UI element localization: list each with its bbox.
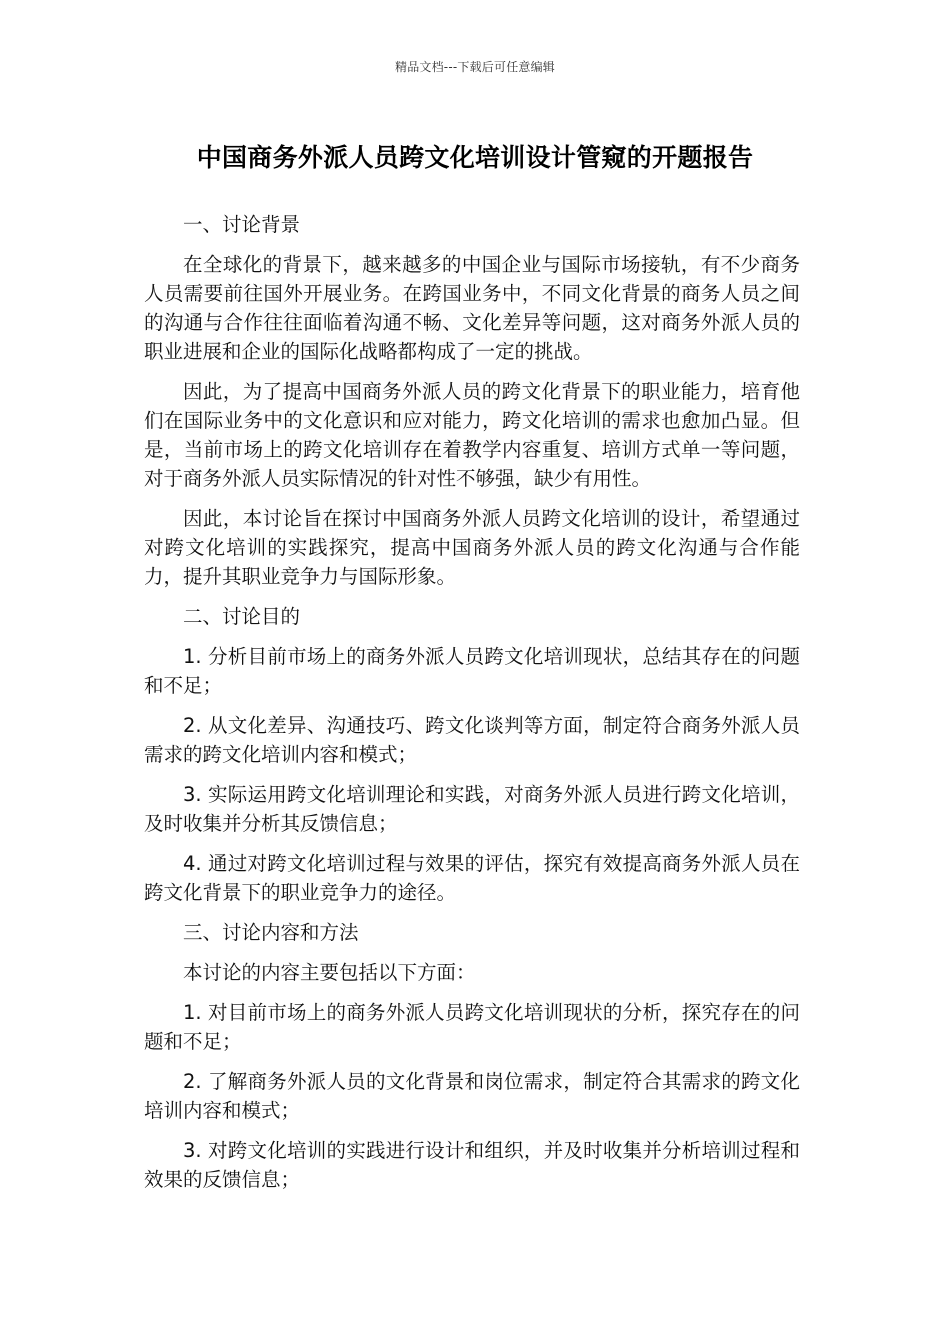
- section-heading-purpose: 二、讨论目的: [183, 605, 301, 628]
- header-note: 精品文档---下载后可任意编辑: [395, 60, 555, 74]
- document-title: 中国商务外派人员跨文化培训设计管窥的开题报告: [196, 143, 754, 172]
- section-heading-content-methods: 三、讨论内容和方法: [183, 921, 359, 944]
- list-item: 1. 对目前市场上的商务外派人员跨文化培训现状的分析，探究存在的问题和不足；: [144, 1001, 800, 1053]
- list-item: 2. 从文化差异、沟通技巧、跨文化谈判等方面，制定符合商务外派人员需求的跨文化培训内容和模式；: [144, 714, 800, 766]
- section-heading-background: 一、讨论背景: [183, 213, 301, 236]
- paragraph: 本讨论的内容主要包括以下方面：: [183, 961, 476, 984]
- paragraph: 因此，本讨论旨在探讨中国商务外派人员跨文化培训的设计，希望通过对跨文化培训的实践探究，提高中国商务外派人员的跨文化沟通与合作能力，提升其职业竞争力与国际形象。: [144, 507, 800, 588]
- list-item: 1. 分析目前市场上的商务外派人员跨文化培训现状，总结其存在的问题和不足；: [144, 645, 800, 697]
- list-item: 3. 实际运用跨文化培训理论和实践，对商务外派人员进行跨文化培训，及时收集并分析其反馈信息；: [144, 783, 800, 835]
- paragraph: 因此，为了提高中国商务外派人员的跨文化背景下的职业能力，培育他们在国际业务中的文化意识和应对能力，跨文化培训的需求也愈加凸显。但是，当前市场上的跨文化培训存在着教学内容重复、培训方式单一等问题，对于商务外派人员实际情况的针对性不够强，缺少有用性。: [144, 380, 800, 490]
- document-body: [144, 210, 800, 1205]
- list-item: 2. 了解商务外派人员的文化背景和岗位需求，制定符合其需求的跨文化培训内容和模式；: [144, 1070, 800, 1122]
- list-item: 3. 对跨文化培训的实践进行设计和组织，并及时收集并分析培训过程和效果的反馈信息；: [144, 1139, 800, 1191]
- list-item: 4. 通过对跨文化培训过程与效果的评估，探究有效提高商务外派人员在跨文化背景下的职业竞争力的途径。: [144, 852, 800, 904]
- paragraph: 在全球化的背景下，越来越多的中国企业与国际市场接轨，有不少商务人员需要前往国外开展业务。在跨国业务中，不同文化背景的商务人员之间的沟通与合作往往面临着沟通不畅、文化差异等问题，这对商务外派人员的职业进展和企业的国际化战略都构成了一定的挑战。: [144, 253, 800, 363]
